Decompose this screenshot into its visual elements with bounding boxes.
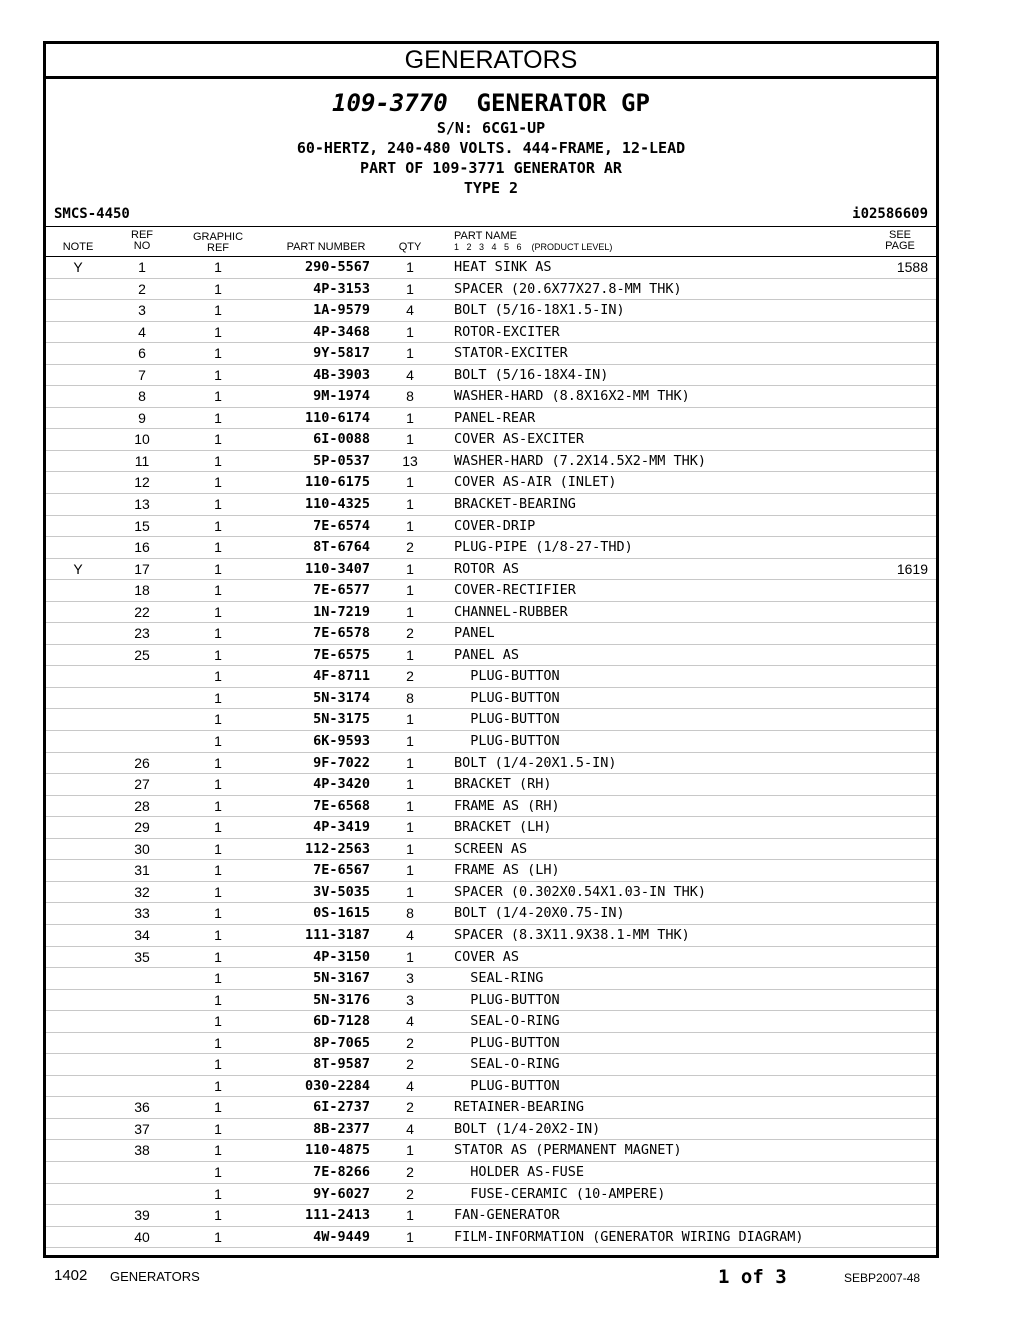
qty-cell: 2 <box>406 539 414 556</box>
ref-no-cell: 10 <box>134 431 150 448</box>
graphic-ref-cell: 1 <box>214 1099 222 1116</box>
graphic-ref-cell: 1 <box>214 797 222 814</box>
graphic-ref-cell: 1 <box>214 905 222 922</box>
part-number-cell: 9Y-6027 <box>313 1185 370 1202</box>
part-name-cell: BOLT (5/16-18X4-IN) <box>454 366 609 383</box>
footer-doc-id: SEBP2007-48 <box>844 1271 921 1285</box>
part-number-cell: 0S-1615 <box>313 905 370 922</box>
graphic-ref-cell: 1 <box>214 603 222 620</box>
graphic-ref-cell: 1 <box>214 776 222 793</box>
part-number-cell: 110-6174 <box>304 409 370 426</box>
smcs-code: SMCS-4450 <box>54 206 130 222</box>
group-heading <box>46 88 936 198</box>
footer-page-number: 1402 <box>54 1267 88 1284</box>
table-row <box>46 537 936 559</box>
type-line: TYPE 2 <box>463 179 519 197</box>
table-row <box>46 839 936 861</box>
part-number-cell: 030-2284 <box>304 1077 370 1094</box>
part-name-cell: CHANNEL-RUBBER <box>454 603 568 620</box>
graphic-ref-cell: 1 <box>214 431 222 448</box>
graphic-ref-cell: 1 <box>214 280 222 297</box>
part-number-cell: 8T-9587 <box>313 1056 370 1073</box>
qty-cell: 1 <box>406 474 414 491</box>
part-name-cell: RETAINER-BEARING <box>454 1099 585 1116</box>
graphic-ref-cell: 1 <box>214 668 222 685</box>
group-title <box>46 88 936 118</box>
part-number-cell: 5N-3167 <box>313 970 370 987</box>
footer-section: GENERATORS <box>110 1269 200 1284</box>
graphic-ref-cell: 1 <box>214 323 222 340</box>
part-name-cell: SPACER (8.3X11.9X38.1-MM THK) <box>454 926 690 943</box>
part-name-cell: FILM-INFORMATION (GENERATOR WIRING DIAGRAM) <box>454 1228 804 1245</box>
part-name-cell: COVER-DRIP <box>454 517 536 534</box>
part-number-cell: 4P-3420 <box>313 776 370 793</box>
part-number-cell: 7E-6568 <box>313 797 370 814</box>
part-name-cell: SPACER (0.302X0.54X1.03-IN THK) <box>454 883 706 900</box>
group-part-number: 109-3770 <box>332 89 448 117</box>
table-row <box>46 1162 936 1184</box>
graphic-ref-cell: 1 <box>214 539 222 556</box>
ref-no-cell: 35 <box>134 948 150 965</box>
table-row <box>46 645 936 667</box>
table-row <box>46 774 936 796</box>
ref-no-cell: 16 <box>134 539 150 556</box>
qty-cell: 1 <box>406 883 414 900</box>
part-name-cell: BRACKET-BEARING <box>454 496 576 513</box>
part-name-cell: ROTOR AS <box>454 560 520 577</box>
part-name-cell: STATOR-EXCITER <box>454 345 568 362</box>
ref-no-cell: 7 <box>138 366 146 383</box>
ref-no-cell: 17 <box>134 560 150 577</box>
qty-cell: 8 <box>406 905 414 922</box>
table-row <box>46 688 936 710</box>
qty-cell: 1 <box>406 560 414 577</box>
qty-cell: 1 <box>406 431 414 448</box>
ref-no-cell: 27 <box>134 776 150 793</box>
qty-cell: 1 <box>406 1207 414 1224</box>
part-number-cell: 4W-9449 <box>313 1228 370 1245</box>
qty-cell: 1 <box>406 582 414 599</box>
qty-cell: 1 <box>406 797 414 814</box>
part-number-cell: 3V-5035 <box>313 883 370 900</box>
part-number-cell: 6I-0088 <box>313 431 370 448</box>
qty-cell: 2 <box>406 1163 414 1180</box>
graphic-ref-cell: 1 <box>214 409 222 426</box>
graphic-ref-cell: 1 <box>214 883 222 900</box>
part-number-cell: 4P-3419 <box>313 819 370 836</box>
ref-no-cell: 6 <box>138 345 146 362</box>
graphic-ref-cell: 1 <box>214 711 222 728</box>
graphic-ref-cell: 1 <box>214 1034 222 1051</box>
part-name-cell: BOLT (5/16-18X1.5-IN) <box>454 302 625 319</box>
part-number-cell: 111-3187 <box>304 926 370 943</box>
qty-cell: 1 <box>406 603 414 620</box>
graphic-ref-cell: 1 <box>214 733 222 750</box>
qty-cell: 2 <box>406 625 414 642</box>
ref-no-cell: 33 <box>134 905 150 922</box>
ref-no-cell: 26 <box>134 754 150 771</box>
ref-no-cell: 30 <box>134 840 150 857</box>
note-cell: Y <box>73 560 83 577</box>
col-header-graphic-ref: GRAPHIC REF <box>192 231 244 254</box>
part-number-cell: 110-4875 <box>304 1142 370 1159</box>
table-row <box>46 947 936 969</box>
part-name-cell: PANEL-REAR <box>454 409 536 426</box>
part-number-cell: 110-3407 <box>304 560 370 577</box>
spec-line: 60-HERTZ, 240-480 VOLTS. 444-FRAME, 12-LEAD <box>296 139 686 157</box>
part-name-cell: BOLT (1/4-20X2-IN) <box>454 1120 601 1137</box>
part-number-cell: 7E-6574 <box>313 517 370 534</box>
footer-page-of: 1 of 3 <box>718 1266 787 1288</box>
qty-cell: 1 <box>406 948 414 965</box>
table-row <box>46 882 936 904</box>
ref-no-cell: 29 <box>134 819 150 836</box>
col-header-ref-no: REF NO <box>131 229 153 252</box>
qty-cell: 13 <box>402 452 418 469</box>
table-row <box>46 408 936 430</box>
parts-table <box>46 257 936 1248</box>
qty-cell: 4 <box>406 302 414 319</box>
table-row <box>46 860 936 882</box>
col-header-qty: QTY <box>398 241 422 253</box>
part-name-cell: COVER-RECTIFIER <box>454 582 576 599</box>
ref-no-cell: 38 <box>134 1142 150 1159</box>
graphic-ref-cell: 1 <box>214 819 222 836</box>
part-number-cell: 4P-3150 <box>313 948 370 965</box>
qty-cell: 1 <box>406 646 414 663</box>
part-number-cell: 1N-7219 <box>313 603 370 620</box>
qty-cell: 8 <box>406 689 414 706</box>
table-row <box>46 429 936 451</box>
table-row <box>46 322 936 344</box>
qty-cell: 1 <box>406 1228 414 1245</box>
qty-cell: 1 <box>406 862 414 879</box>
graphic-ref-cell: 1 <box>214 1163 222 1180</box>
table-row <box>46 1184 936 1206</box>
table-row <box>46 516 936 538</box>
part-number-cell: 8P-7065 <box>313 1034 370 1051</box>
part-name-cell: PANEL <box>454 625 495 642</box>
part-number-cell: 4P-3153 <box>313 280 370 297</box>
ref-no-cell: 8 <box>138 388 146 405</box>
part-name-cell: PLUG-PIPE (1/8-27-THD) <box>454 539 633 556</box>
qty-cell: 1 <box>406 776 414 793</box>
qty-cell: 1 <box>406 280 414 297</box>
part-number-cell: 4F-8711 <box>313 668 370 685</box>
part-name-cell: SEAL-O-RING <box>454 1056 560 1073</box>
ref-no-cell: 34 <box>134 926 150 943</box>
table-row <box>46 623 936 645</box>
table-row <box>46 666 936 688</box>
ref-no-cell: 1 <box>138 259 146 275</box>
part-number-cell: 7E-6567 <box>313 862 370 879</box>
qty-cell: 1 <box>406 711 414 728</box>
part-name-cell: FRAME AS (LH) <box>454 862 560 879</box>
qty-cell: 4 <box>406 1077 414 1094</box>
part-number-cell: 7E-8266 <box>313 1163 370 1180</box>
part-name-cell: PLUG-BUTTON <box>454 1034 560 1051</box>
part-number-cell: 110-4325 <box>304 496 370 513</box>
part-number-cell: 8B-2377 <box>313 1120 370 1137</box>
table-row <box>46 580 936 602</box>
ref-no-cell: 32 <box>134 883 150 900</box>
graphic-ref-cell: 1 <box>214 948 222 965</box>
table-row <box>46 990 936 1012</box>
qty-cell: 2 <box>406 1099 414 1116</box>
part-name-cell: COVER AS <box>454 948 520 965</box>
table-row <box>46 472 936 494</box>
graphic-ref-cell: 1 <box>214 926 222 943</box>
part-number-cell: 4B-3903 <box>313 366 370 383</box>
col-header-part-number: PART NUMBER <box>286 241 366 253</box>
qty-cell: 3 <box>406 991 414 1008</box>
graphic-ref-cell: 1 <box>214 560 222 577</box>
col-header-part-name: PART NAME 1 2 3 4 5 6 (PRODUCT LEVEL) <box>454 230 613 252</box>
part-number-cell: 5N-3174 <box>313 689 370 706</box>
graphic-ref-cell: 1 <box>214 1185 222 1202</box>
table-row <box>46 709 936 731</box>
qty-cell: 1 <box>406 496 414 513</box>
table-row <box>46 731 936 753</box>
graphic-ref-cell: 1 <box>214 970 222 987</box>
ref-no-cell: 22 <box>134 603 150 620</box>
ref-no-cell: 15 <box>134 517 150 534</box>
part-name-cell: COVER AS-EXCITER <box>454 431 585 448</box>
part-name-cell: PLUG-BUTTON <box>454 991 560 1008</box>
table-row <box>46 343 936 365</box>
table-row <box>46 386 936 408</box>
part-number-cell: 7E-6577 <box>313 582 370 599</box>
table-row <box>46 1011 936 1033</box>
part-name-cell: BRACKET (LH) <box>454 819 552 836</box>
ref-no-cell: 4 <box>138 323 146 340</box>
ref-no-cell: 2 <box>138 280 146 297</box>
part-name-cell: BRACKET (RH) <box>454 776 552 793</box>
table-row <box>46 279 936 301</box>
part-number-cell: 6K-9593 <box>313 733 370 750</box>
part-name-cell: COVER AS-AIR (INLET) <box>454 474 617 491</box>
table-row <box>46 1119 936 1141</box>
part-name-cell: WASHER-HARD (8.8X16X2-MM THK) <box>454 388 690 405</box>
table-row <box>46 753 936 775</box>
ref-no-cell: 12 <box>134 474 150 491</box>
part-number-cell: 9F-7022 <box>313 754 370 771</box>
table-row <box>46 817 936 839</box>
ref-no-cell: 25 <box>134 646 150 663</box>
qty-cell: 1 <box>406 323 414 340</box>
table-row <box>46 968 936 990</box>
graphic-ref-cell: 1 <box>214 646 222 663</box>
part-name-cell: STATOR AS (PERMANENT MAGNET) <box>454 1142 682 1159</box>
part-name-cell: FRAME AS (RH) <box>454 797 560 814</box>
part-number-cell: 111-2413 <box>304 1207 370 1224</box>
ref-no-cell: 28 <box>134 797 150 814</box>
graphic-ref-cell: 1 <box>214 345 222 362</box>
part-number-cell: 7E-6578 <box>313 625 370 642</box>
graphic-ref-cell: 1 <box>214 582 222 599</box>
qty-cell: 1 <box>406 819 414 836</box>
group-name: GENERATOR GP <box>476 89 650 117</box>
graphic-ref-cell: 1 <box>214 259 222 275</box>
part-name-cell: PLUG-BUTTON <box>454 1077 560 1094</box>
qty-cell: 1 <box>406 259 414 275</box>
ref-no-cell: 40 <box>134 1228 150 1245</box>
illustration-id: i02586609 <box>852 206 928 222</box>
qty-cell: 2 <box>406 1056 414 1073</box>
graphic-ref-cell: 1 <box>214 496 222 513</box>
part-name-cell: PANEL AS <box>454 646 520 663</box>
ref-no-cell: 3 <box>138 302 146 319</box>
graphic-ref-cell: 1 <box>214 1120 222 1137</box>
table-row <box>46 1140 936 1162</box>
table-row <box>46 1076 936 1098</box>
graphic-ref-cell: 1 <box>214 517 222 534</box>
graphic-ref-cell: 1 <box>214 474 222 491</box>
qty-cell: 1 <box>406 1142 414 1159</box>
part-name-cell: HOLDER AS-FUSE <box>454 1163 585 1180</box>
col-header-see-page: SEE PAGE <box>885 229 915 252</box>
part-number-cell: 7E-6575 <box>313 646 370 663</box>
table-row <box>46 257 936 279</box>
ref-no-cell: 39 <box>134 1207 150 1224</box>
part-number-cell: 110-6175 <box>304 474 370 491</box>
ref-no-cell: 37 <box>134 1120 150 1137</box>
graphic-ref-cell: 1 <box>214 366 222 383</box>
table-row <box>46 300 936 322</box>
graphic-ref-cell: 1 <box>214 754 222 771</box>
ref-no-cell: 13 <box>134 496 150 513</box>
table-row <box>46 451 936 473</box>
part-number-cell: 1A-9579 <box>313 302 370 319</box>
part-number-cell: 9Y-5817 <box>313 345 370 362</box>
part-name-cell: FAN-GENERATOR <box>454 1207 560 1224</box>
part-of-line: PART OF 109-3771 GENERATOR AR <box>360 159 622 177</box>
see-page-cell: 1619 <box>896 560 928 577</box>
part-number-cell: 8T-6764 <box>313 539 370 556</box>
serial-number-line: S/N: 6CG1-UP <box>436 119 546 137</box>
graphic-ref-cell: 1 <box>214 452 222 469</box>
table-row <box>46 602 936 624</box>
qty-cell: 1 <box>406 733 414 750</box>
qty-cell: 1 <box>406 754 414 771</box>
part-number-cell: 4P-3468 <box>313 323 370 340</box>
ref-no-cell: 23 <box>134 625 150 642</box>
part-name-cell: ROTOR-EXCITER <box>454 323 560 340</box>
part-name-cell: SEAL-RING <box>454 970 544 987</box>
col-header-note: NOTE <box>62 241 94 253</box>
table-row <box>46 796 936 818</box>
qty-cell: 1 <box>406 840 414 857</box>
graphic-ref-cell: 1 <box>214 862 222 879</box>
table-row <box>46 1227 936 1249</box>
part-name-cell: BOLT (1/4-20X1.5-IN) <box>454 754 617 771</box>
part-name-cell: HEAT SINK AS <box>454 259 552 275</box>
qty-cell: 3 <box>406 970 414 987</box>
qty-cell: 4 <box>406 1120 414 1137</box>
ref-no-cell: 36 <box>134 1099 150 1116</box>
graphic-ref-cell: 1 <box>214 625 222 642</box>
qty-cell: 4 <box>406 366 414 383</box>
graphic-ref-cell: 1 <box>214 1228 222 1245</box>
header-top-rule <box>46 226 936 227</box>
part-name-cell: FUSE-CERAMIC (10-AMPERE) <box>454 1185 666 1202</box>
qty-cell: 1 <box>406 345 414 362</box>
table-row <box>46 365 936 387</box>
part-number-cell: 5N-3176 <box>313 991 370 1008</box>
part-number-cell: 5P-0537 <box>313 452 370 469</box>
section-title: GENERATORS <box>46 44 936 79</box>
graphic-ref-cell: 1 <box>214 991 222 1008</box>
part-number-cell: 6D-7128 <box>313 1013 370 1030</box>
table-row <box>46 494 936 516</box>
part-number-cell: 290-5567 <box>304 259 370 275</box>
part-name-cell: PLUG-BUTTON <box>454 668 560 685</box>
table-row <box>46 903 936 925</box>
graphic-ref-cell: 1 <box>214 302 222 319</box>
ref-no-cell: 18 <box>134 582 150 599</box>
table-row <box>46 1054 936 1076</box>
qty-cell: 1 <box>406 409 414 426</box>
part-number-cell: 5N-3175 <box>313 711 370 728</box>
qty-cell: 2 <box>406 668 414 685</box>
ref-no-cell: 9 <box>138 409 146 426</box>
note-cell: Y <box>73 259 83 275</box>
part-name-cell: WASHER-HARD (7.2X14.5X2-MM THK) <box>454 452 706 469</box>
qty-cell: 2 <box>406 1185 414 1202</box>
part-number-cell: 9M-1974 <box>313 388 370 405</box>
parts-list-frame <box>43 41 939 1258</box>
part-number-cell: 6I-2737 <box>313 1099 370 1116</box>
qty-cell: 4 <box>406 1013 414 1030</box>
qty-cell: 4 <box>406 926 414 943</box>
qty-cell: 8 <box>406 388 414 405</box>
ref-no-cell: 31 <box>134 862 150 879</box>
part-name-cell: SCREEN AS <box>454 840 528 857</box>
graphic-ref-cell: 1 <box>214 1056 222 1073</box>
qty-cell: 1 <box>406 517 414 534</box>
table-row <box>46 1097 936 1119</box>
ref-no-cell: 11 <box>134 452 150 469</box>
graphic-ref-cell: 1 <box>214 1013 222 1030</box>
part-name-cell: SEAL-O-RING <box>454 1013 560 1030</box>
graphic-ref-cell: 1 <box>214 388 222 405</box>
part-name-cell: PLUG-BUTTON <box>454 711 560 728</box>
table-row <box>46 1205 936 1227</box>
part-name-cell: SPACER (20.6X77X27.8-MM THK) <box>454 280 682 297</box>
table-row <box>46 1033 936 1055</box>
part-name-cell: PLUG-BUTTON <box>454 689 560 706</box>
graphic-ref-cell: 1 <box>214 1142 222 1159</box>
table-row <box>46 559 936 581</box>
qty-cell: 2 <box>406 1034 414 1051</box>
graphic-ref-cell: 1 <box>214 840 222 857</box>
part-number-cell: 112-2563 <box>304 840 370 857</box>
table-row <box>46 925 936 947</box>
part-name-cell: BOLT (1/4-20X0.75-IN) <box>454 905 625 922</box>
graphic-ref-cell: 1 <box>214 1207 222 1224</box>
graphic-ref-cell: 1 <box>214 1077 222 1094</box>
see-page-cell: 1588 <box>896 259 928 275</box>
part-name-cell: PLUG-BUTTON <box>454 733 560 750</box>
graphic-ref-cell: 1 <box>214 689 222 706</box>
